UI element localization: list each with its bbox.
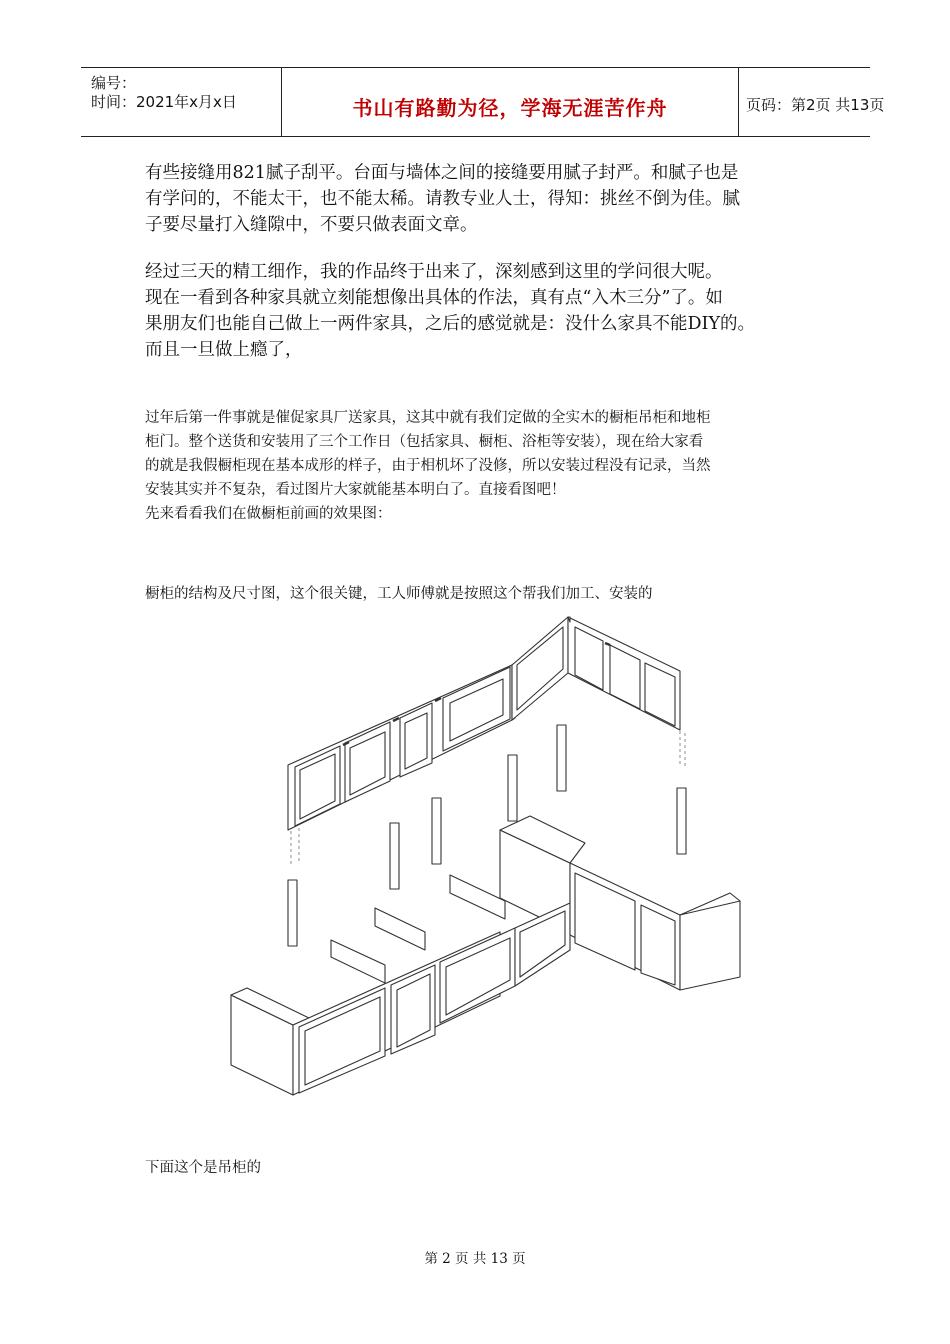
text-line: 过年后第一件事就是催促家具厂送家具，这其中就有我们定做的全实木的橱柜吊柜和地柜	[145, 410, 711, 426]
text-line: 子要尽量打入缝隙中，不要只做表面文章。	[145, 215, 478, 235]
paragraph-install	[145, 406, 805, 526]
text-line: 果朋友们也能自己做上一两件家具，之后的感觉就是：没什么家具不能DIY的。	[145, 314, 755, 334]
time-label: 时间：2021年x月x日	[91, 93, 237, 111]
text-line: 柜门。整个送货和安装用了三个工作日（包括家具、橱柜、浴柜等安装），现在给大家看	[145, 434, 704, 450]
cabinet-structure-diagram	[225, 605, 745, 1105]
header-right-cell	[738, 68, 885, 136]
paragraph-putty	[145, 160, 825, 238]
page-footer: 第 2 页 共 13 页	[424, 1251, 526, 1267]
page-info: 页码：第2页 共13页	[746, 96, 885, 114]
text-line: 而且一旦做上瘾了，	[145, 340, 303, 360]
text-line: 的就是我假橱柜现在基本成形的样子，由于相机坏了没修，所以安装过程没有记录，当然	[145, 458, 711, 474]
text-line: 橱柜的结构及尺寸图，这个很关键，工人师傅就是按照这个帮我们加工、安装的	[145, 586, 653, 602]
number-label: 编号：	[91, 74, 137, 92]
page-header	[81, 67, 885, 137]
wall-cabinets	[288, 617, 680, 830]
text-line: 现在一看到各种家具就立刻能想像出具体的作法，真有点“入木三分”了。如	[145, 288, 723, 308]
paragraph-wall-cabinet	[145, 1156, 805, 1180]
text-line: 有些接缝用821腻子刮平。台面与墙体之间的接缝要用腻子封严。和腻子也是	[145, 163, 739, 183]
text-line: 经过三天的精工细作，我的作品终于出来了，深刻感到这里的学问很大呢。	[145, 262, 723, 282]
text-line: 安装其实并不复杂，看过图片大家就能基本明白了。直接看图吧！	[145, 482, 566, 498]
text-line: 有学问的，不能太干，也不能太稀。请教专业人士，得知：挑丝不倒为佳。腻	[145, 189, 740, 209]
text-line: 下面这个是吊柜的	[145, 1160, 261, 1176]
motto: 书山有路勤为径，学海无涯苦作舟	[352, 96, 668, 120]
base-cabinets	[231, 816, 740, 1095]
header-left-cell	[81, 68, 281, 136]
paragraph-structure	[145, 582, 805, 606]
paragraph-result	[145, 259, 825, 363]
header-motto-cell	[281, 68, 739, 136]
text-line: 先来看看我们在做橱柜前画的效果图：	[145, 506, 392, 522]
